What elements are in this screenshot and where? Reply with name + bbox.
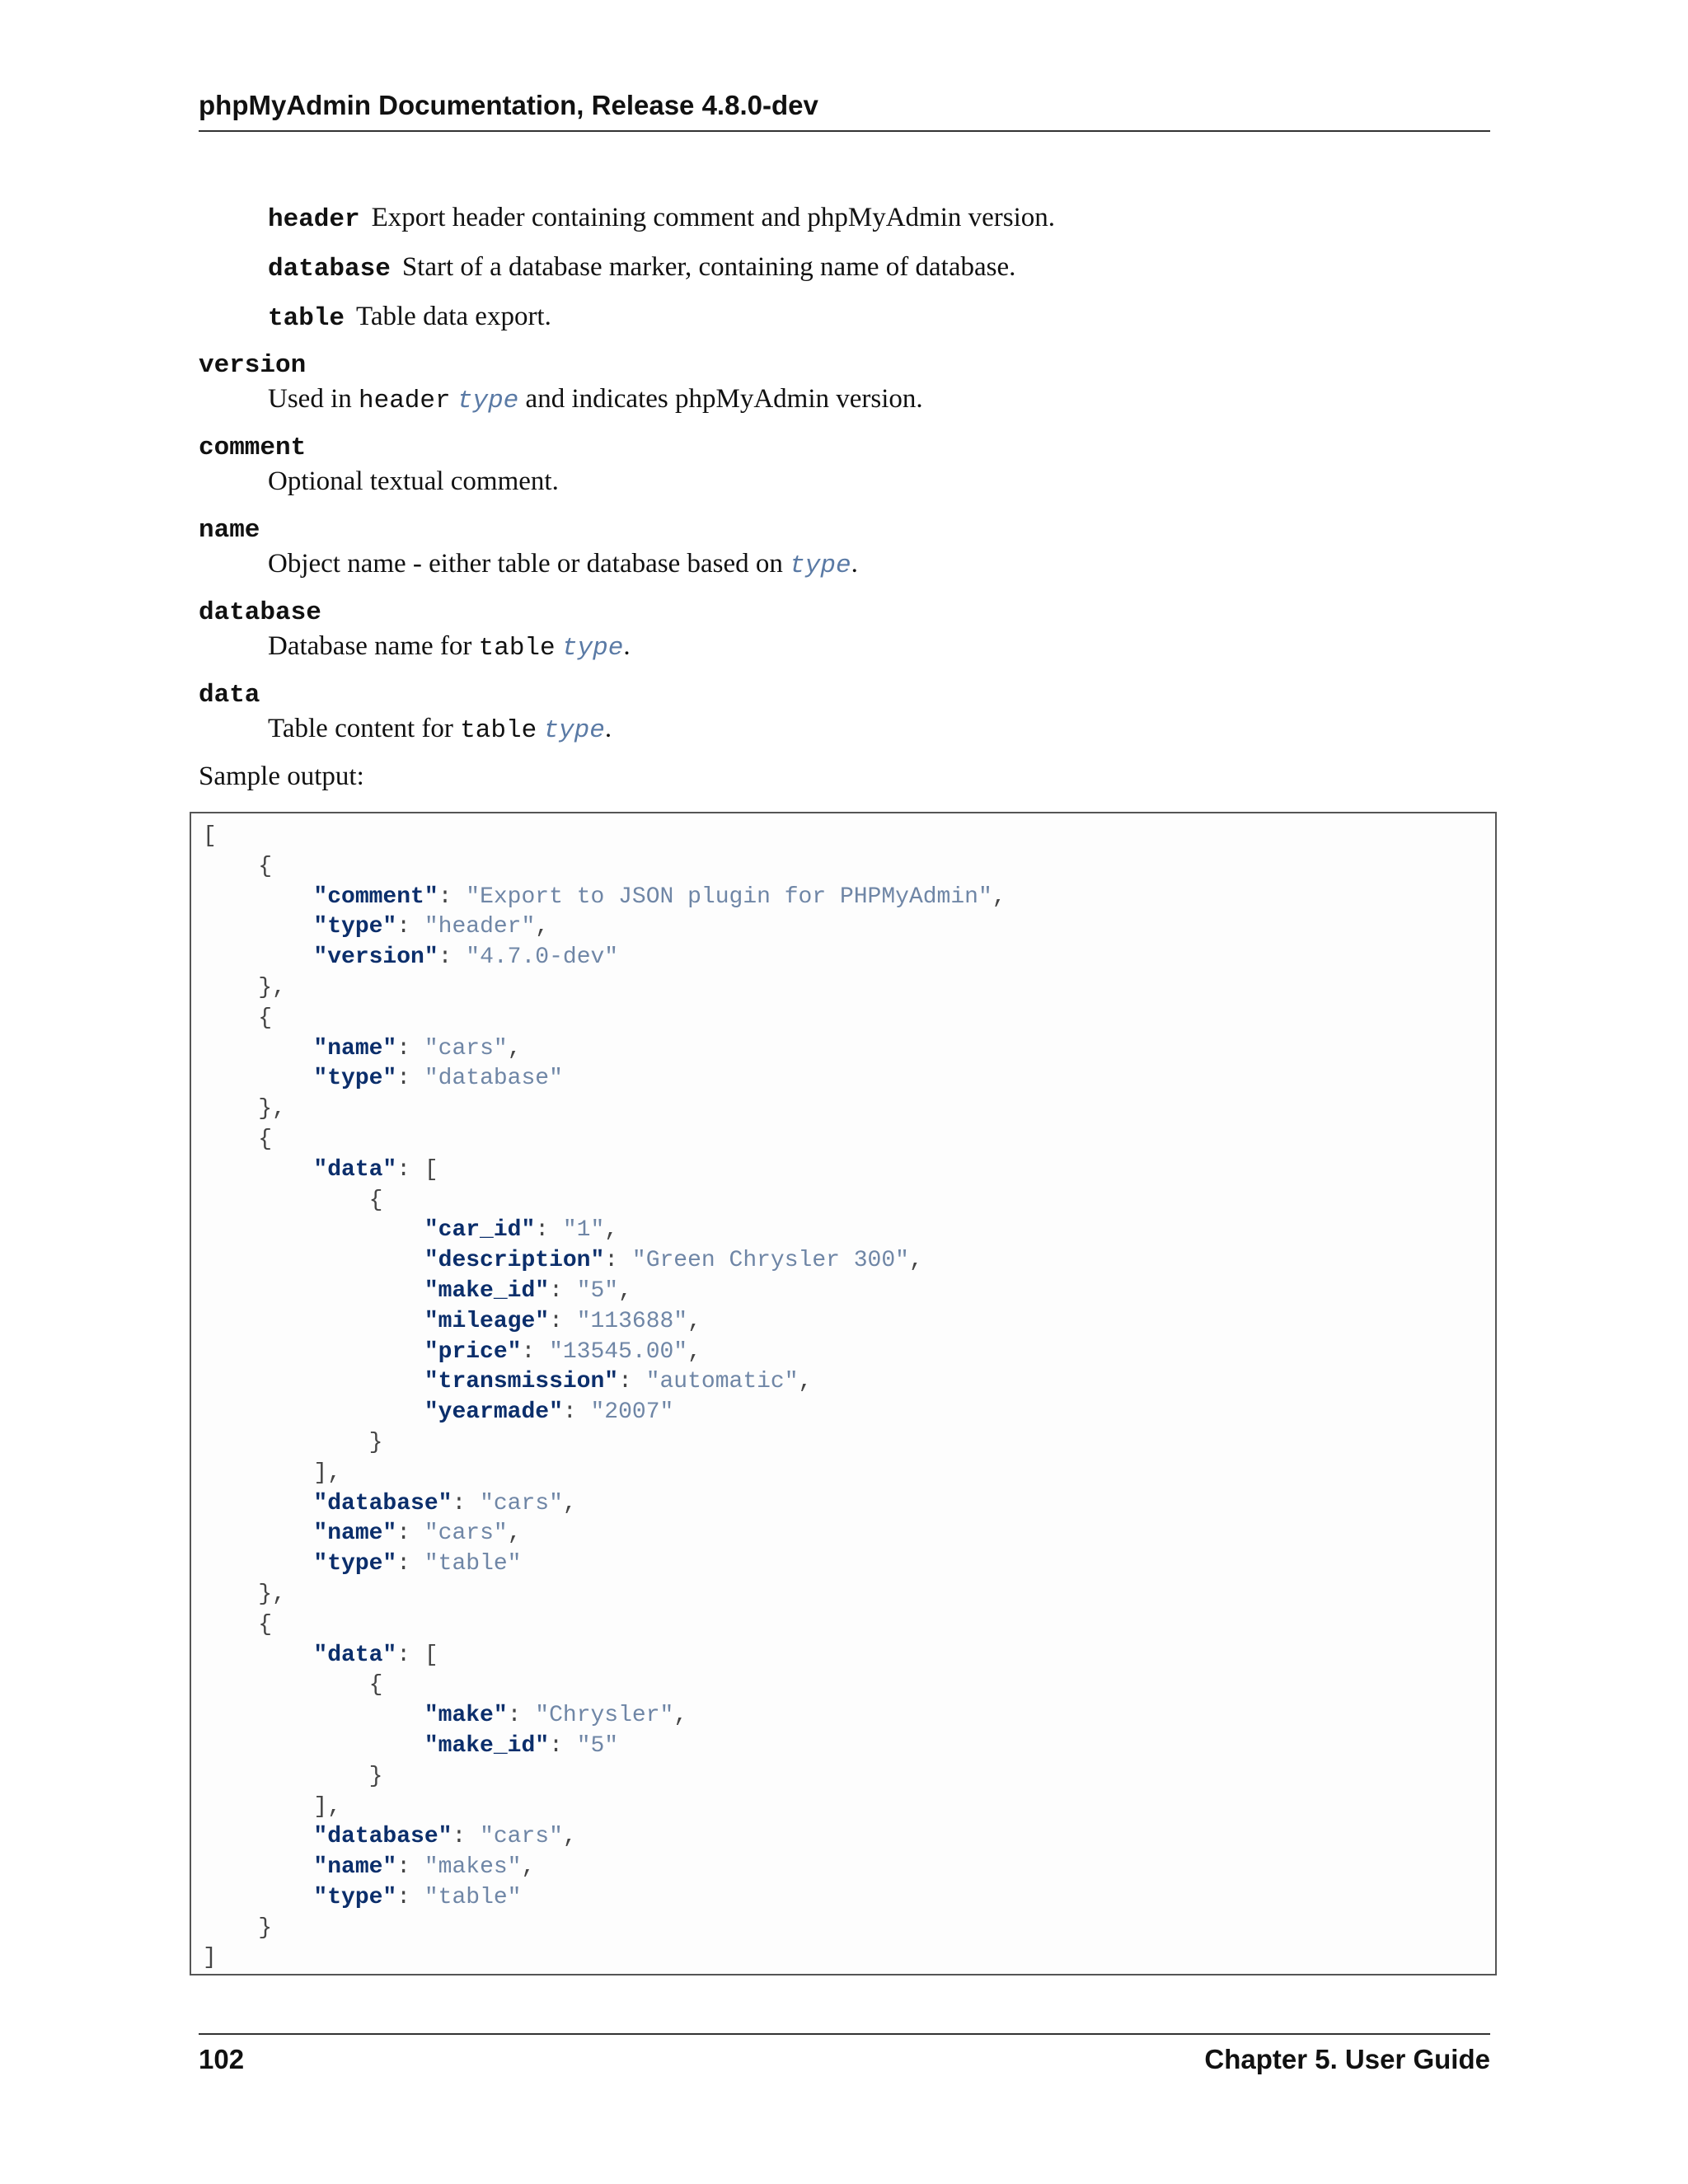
json-punctuation: : — [396, 1035, 424, 1062]
inline-code: table — [460, 716, 537, 745]
json-punctuation: { — [203, 1672, 383, 1699]
json-punctuation: } — [203, 1763, 383, 1789]
json-value: "cars" — [480, 1490, 563, 1516]
type-description-header: Export header containing comment and phpMyAdmin version. — [371, 203, 1056, 232]
json-key: "mileage" — [424, 1308, 550, 1334]
json-value: "automatic" — [645, 1369, 799, 1395]
json-value: "2007" — [590, 1399, 674, 1426]
json-value: "1" — [562, 1217, 605, 1244]
json-key: "transmission" — [424, 1369, 619, 1395]
type-keyword-database: database — [268, 255, 391, 284]
json-punctuation: : [ — [396, 1642, 438, 1668]
json-punctuation: { — [203, 853, 273, 879]
field-def-data — [268, 710, 612, 749]
json-punctuation: , — [798, 1369, 813, 1395]
json-key: "data" — [313, 1156, 397, 1183]
json-value: "makes" — [424, 1854, 522, 1881]
json-punctuation: : — [549, 1732, 577, 1759]
json-key: "name" — [313, 1854, 397, 1881]
json-key: "name" — [313, 1035, 397, 1062]
field-def-version — [268, 381, 923, 419]
json-punctuation: } — [203, 1915, 273, 1941]
json-punctuation: : — [438, 883, 467, 910]
type-value-header — [268, 199, 1055, 238]
def-text: Object name - either table or database based on — [268, 549, 790, 579]
document-title: phpMyAdmin Documentation, Release 4.8.0-dev — [199, 90, 818, 120]
type-link[interactable]: type — [457, 387, 519, 415]
json-key: "price" — [424, 1338, 522, 1365]
json-key: "make_id" — [424, 1277, 550, 1304]
json-punctuation: : — [562, 1399, 591, 1426]
def-text: . — [623, 631, 631, 661]
type-value-table — [268, 298, 551, 337]
json-punctuation: : — [438, 944, 467, 971]
json-key: "comment" — [313, 883, 438, 910]
json-key: "version" — [313, 944, 438, 971]
json-punctuation: : — [535, 1217, 563, 1244]
json-punctuation: : — [521, 1338, 550, 1365]
json-punctuation: , — [562, 1824, 577, 1850]
json-punctuation: , — [604, 1217, 619, 1244]
json-value: "Export to JSON plugin for PHPMyAdmin" — [466, 883, 992, 910]
field-term-database: database — [199, 598, 321, 627]
json-punctuation: ] — [203, 1945, 217, 1971]
json-sample — [203, 822, 1006, 1974]
json-value: "cars" — [480, 1824, 563, 1850]
json-key: "description" — [424, 1248, 605, 1274]
json-value: "cars" — [424, 1035, 508, 1062]
json-key: "type" — [313, 914, 397, 940]
def-text: Used in — [268, 384, 359, 414]
field-term-comment: comment — [199, 434, 307, 462]
field-term-data: data — [199, 681, 260, 710]
type-link[interactable]: type — [561, 634, 624, 663]
json-punctuation: : — [452, 1490, 481, 1516]
type-link[interactable]: type — [790, 551, 851, 580]
page-footer — [199, 2033, 1490, 2084]
type-keyword-table: table — [268, 304, 345, 333]
json-key: "name" — [313, 1521, 397, 1547]
json-value: "5" — [576, 1277, 619, 1304]
json-value: "5" — [576, 1732, 619, 1759]
field-def-comment: Optional textual comment. — [268, 466, 559, 496]
json-value: "Chrysler" — [535, 1703, 674, 1729]
json-key: "car_id" — [424, 1217, 536, 1244]
json-value: "cars" — [424, 1521, 508, 1547]
json-punctuation: , — [687, 1308, 701, 1334]
type-description-database: Start of a database marker, containing name of database. — [401, 252, 1016, 282]
json-punctuation: }, — [203, 1096, 286, 1122]
def-text: Database name for — [268, 631, 479, 661]
json-punctuation: { — [203, 1126, 273, 1152]
json-punctuation: , — [507, 1521, 522, 1547]
json-value: "13545.00" — [549, 1338, 688, 1365]
type-keyword-header: header — [268, 205, 360, 234]
json-punctuation: , — [687, 1338, 701, 1365]
json-key: "make_id" — [424, 1732, 550, 1759]
def-text: and indicates phpMyAdmin version. — [518, 384, 923, 414]
field-def-name — [268, 546, 858, 584]
json-punctuation: : — [396, 1521, 424, 1547]
inline-code: header — [359, 387, 451, 415]
json-punctuation: , — [562, 1490, 577, 1516]
json-punctuation: , — [535, 914, 550, 940]
json-punctuation: ], — [203, 1793, 342, 1820]
json-key: "make" — [424, 1703, 508, 1729]
json-punctuation: : — [396, 1854, 424, 1881]
type-description-table: Table data export. — [356, 302, 551, 331]
field-term-version: version — [199, 351, 307, 380]
json-punctuation: ], — [203, 1460, 342, 1486]
chapter-title: Chapter 5. User Guide — [1204, 2044, 1490, 2074]
field-def-database — [268, 628, 631, 667]
json-punctuation: , — [618, 1277, 632, 1304]
json-value: "113688" — [576, 1308, 688, 1334]
sample-output-label: Sample output: — [199, 762, 364, 791]
json-punctuation: , — [521, 1854, 536, 1881]
json-punctuation: : — [396, 1884, 424, 1910]
page-number: 102 — [199, 2044, 245, 2074]
json-key: "database" — [313, 1824, 452, 1850]
json-punctuation: { — [203, 1187, 383, 1213]
json-punctuation: : — [604, 1248, 632, 1274]
json-punctuation: : — [618, 1369, 646, 1395]
json-punctuation: { — [203, 1005, 273, 1031]
json-key: "type" — [313, 1884, 397, 1910]
json-key: "type" — [313, 1066, 397, 1092]
json-key: "yearmade" — [424, 1399, 563, 1426]
def-text: Table content for — [268, 714, 461, 743]
json-value: "header" — [424, 914, 536, 940]
page-header — [199, 91, 1490, 132]
json-punctuation: : — [452, 1824, 481, 1850]
json-punctuation: }, — [203, 1581, 286, 1607]
json-punctuation: }, — [203, 974, 286, 1001]
def-text: . — [851, 549, 858, 579]
json-punctuation: , — [992, 883, 1006, 910]
json-punctuation: : — [396, 1551, 424, 1577]
json-punctuation: : — [507, 1703, 536, 1729]
def-text: . — [604, 714, 612, 743]
json-value: "Green Chrysler 300" — [631, 1248, 909, 1274]
json-punctuation: [ — [203, 823, 217, 849]
json-key: "database" — [313, 1490, 452, 1516]
json-punctuation: : [ — [396, 1156, 438, 1183]
json-punctuation: : — [549, 1277, 577, 1304]
json-key: "data" — [313, 1642, 397, 1668]
type-link[interactable]: type — [543, 716, 605, 745]
json-value: "database" — [424, 1066, 563, 1092]
json-value: "table" — [424, 1551, 522, 1577]
json-punctuation: : — [549, 1308, 577, 1334]
type-value-database — [268, 249, 1015, 288]
field-term-name: name — [199, 516, 260, 545]
json-punctuation: : — [396, 914, 424, 940]
json-punctuation: { — [203, 1611, 273, 1638]
json-punctuation: : — [396, 1066, 424, 1092]
code-block — [190, 812, 1497, 1975]
json-punctuation: , — [673, 1703, 688, 1729]
json-value: "table" — [424, 1884, 522, 1910]
json-punctuation: , — [507, 1035, 522, 1062]
json-value: "4.7.0-dev" — [466, 944, 619, 971]
json-key: "type" — [313, 1551, 397, 1577]
inline-code: table — [478, 634, 556, 663]
json-punctuation: } — [203, 1429, 383, 1455]
json-punctuation: , — [908, 1248, 923, 1274]
